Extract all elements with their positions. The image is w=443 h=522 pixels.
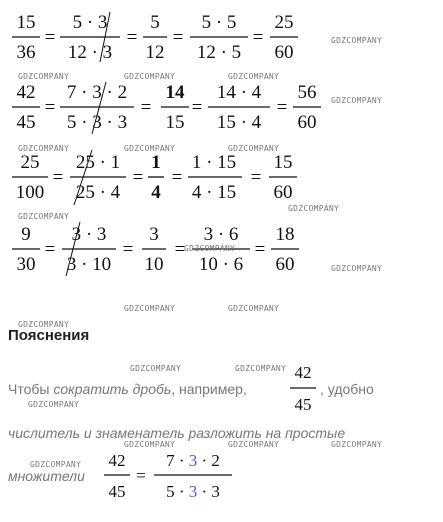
fraction-denominator: 5 · 3 · 3 — [166, 482, 220, 501]
explanation-line-1-tail: , удобно — [320, 381, 374, 397]
equals-sign: = — [252, 27, 264, 48]
equation-row-2 — [12, 82, 321, 134]
watermark: GDZCOMPANY — [184, 244, 236, 253]
watermark: GDZCOMPANY — [18, 72, 70, 81]
watermark: GDZCOMPANY — [228, 144, 280, 153]
fraction-denominator: 45 — [16, 112, 36, 133]
watermark: GDZCOMPANY — [18, 320, 70, 329]
fraction-numerator: 42 — [108, 451, 126, 470]
equals-sign: = — [44, 27, 56, 48]
watermark: GDZCOMPANY — [124, 72, 176, 81]
fraction-denominator: 4 · 15 — [191, 182, 237, 203]
fraction-numerator: 15 — [16, 12, 36, 33]
explanation-line-1: Чтобы сократить дробь, например, — [8, 381, 247, 397]
equation-row-4 — [12, 222, 299, 276]
watermark: GDZCOMPANY — [30, 460, 82, 469]
fraction-denominator: 60 — [275, 254, 295, 275]
fraction-numerator: 7 · 3 · 2 — [166, 451, 220, 470]
fraction-denominator: 10 — [144, 254, 164, 275]
equation-row-1 — [12, 12, 298, 63]
fraction-denominator: 3 · 10 — [66, 254, 112, 275]
fraction-numerator: 5 · 3 — [72, 12, 108, 33]
factorized-equation — [104, 451, 232, 501]
equals-sign: = — [136, 466, 146, 485]
fraction-numerator: 5 · 5 — [201, 12, 237, 33]
equals-sign: = — [44, 239, 56, 260]
fraction-denominator: 12 · 5 — [196, 42, 242, 63]
fraction-denominator: 10 · 6 — [198, 254, 244, 275]
watermark: GDZCOMPANY — [288, 204, 340, 213]
explanation-line-3: множители — [8, 468, 85, 484]
equation-row-3 — [12, 150, 297, 205]
watermark: GDZCOMPANY — [228, 440, 280, 449]
watermark: GDZCOMPANY — [124, 440, 176, 449]
equals-sign: = — [174, 239, 186, 260]
equals-sign: = — [44, 97, 56, 118]
fraction-numerator: 3 — [149, 224, 159, 245]
watermark: GDZCOMPANY — [130, 364, 182, 373]
fraction-denominator: 45 — [294, 395, 312, 414]
fraction-numerator: 1 — [151, 152, 161, 173]
fraction-numerator: 25 — [20, 152, 40, 173]
watermark: GDZCOMPANY — [331, 440, 383, 449]
equals-sign: = — [126, 27, 138, 48]
fraction-denominator: 60 — [297, 112, 317, 133]
equals-sign: = — [172, 27, 184, 48]
fraction-numerator: 3 · 6 — [203, 224, 239, 245]
watermark: GDZCOMPANY — [18, 144, 70, 153]
equals-sign: = — [254, 239, 266, 260]
fraction-denominator: 15 · 4 — [216, 112, 262, 133]
fraction-denominator: 5 · 3 · 3 — [66, 112, 128, 133]
watermark: GDZCOMPANY — [228, 72, 280, 81]
watermark: GDZCOMPANY — [28, 400, 80, 409]
section-title: Пояснения — [8, 327, 90, 344]
fraction-numerator: 42 — [294, 363, 312, 382]
fraction-denominator: 60 — [273, 182, 293, 203]
equals-sign: = — [132, 167, 144, 188]
fraction-numerator: 14 · 4 — [216, 82, 262, 103]
fraction-numerator: 42 — [16, 82, 36, 103]
fraction-numerator: 25 · 1 — [75, 152, 121, 173]
fraction-numerator: 5 — [150, 12, 160, 33]
equals-sign: = — [140, 97, 152, 118]
highlighted-factor: 3 — [188, 451, 198, 470]
fraction-denominator: 12 · 3 — [67, 42, 113, 63]
fraction-numerator: 9 — [21, 224, 31, 245]
fraction-numerator: 7 · 3 · 2 — [66, 82, 128, 103]
equals-sign: = — [52, 167, 64, 188]
fraction-numerator: 56 — [297, 82, 317, 103]
fraction-numerator: 1 · 15 — [191, 152, 237, 173]
fraction-denominator: 15 — [165, 112, 185, 133]
fraction-numerator: 3 · 3 — [71, 224, 107, 245]
fraction-numerator: 18 — [275, 224, 295, 245]
highlighted-factor: 3 — [188, 482, 198, 501]
watermark: GDZCOMPANY — [331, 36, 383, 45]
watermark: GDZCOMPANY — [331, 96, 383, 105]
equals-sign: = — [122, 239, 134, 260]
example-fraction — [290, 363, 316, 414]
fraction-denominator: 60 — [274, 42, 294, 63]
watermark: GDZCOMPANY — [124, 304, 176, 313]
explanation-line-2: числитель и знаменатель разложить на простые — [8, 425, 346, 441]
fraction-denominator: 30 — [16, 254, 36, 275]
equals-sign: = — [276, 97, 288, 118]
equals-sign: = — [191, 97, 203, 118]
watermark: GDZCOMPANY — [235, 364, 287, 373]
watermark: GDZCOMPANY — [18, 212, 70, 221]
equals-sign: = — [171, 167, 183, 188]
watermark: GDZCOMPANY — [228, 304, 280, 313]
fraction-denominator: 25 · 4 — [75, 182, 121, 203]
fraction-denominator: 100 — [15, 182, 45, 203]
fraction-denominator: 12 — [145, 42, 165, 63]
fraction-numerator: 15 — [273, 152, 293, 173]
fraction-denominator: 45 — [108, 482, 126, 501]
watermark: GDZCOMPANY — [331, 264, 383, 273]
fraction-numerator: 25 — [274, 12, 294, 33]
fraction-denominator: 4 — [151, 182, 161, 203]
fraction-denominator: 36 — [16, 42, 36, 63]
watermark: GDZCOMPANY — [124, 144, 176, 153]
equals-sign: = — [250, 167, 262, 188]
fraction-numerator: 14 — [165, 82, 185, 103]
